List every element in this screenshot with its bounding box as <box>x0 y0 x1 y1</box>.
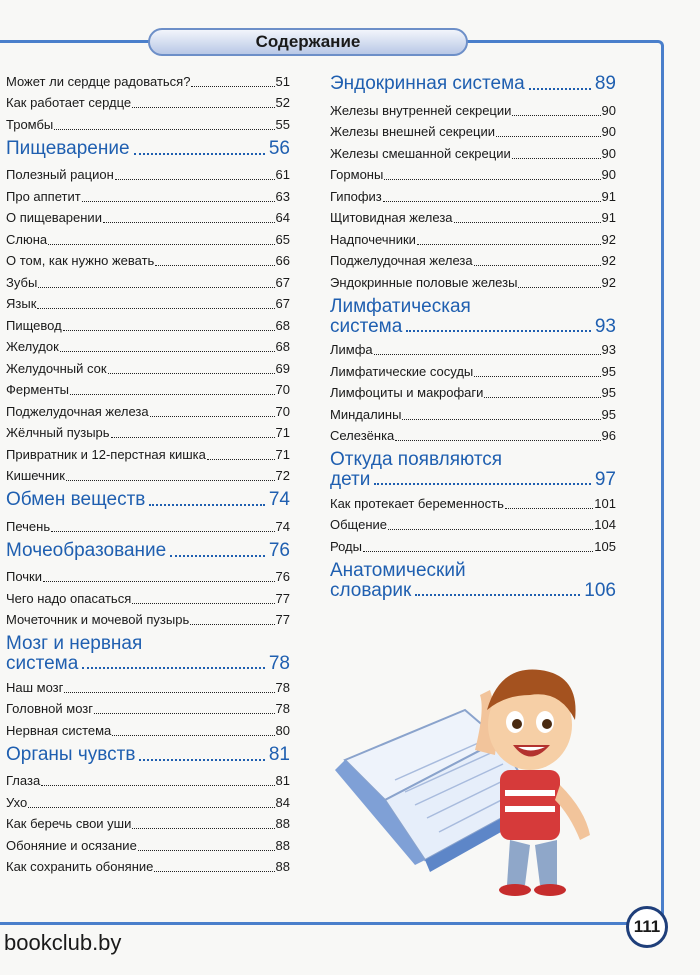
dot-leader <box>115 179 275 180</box>
toc-entry-page: 80 <box>275 722 290 738</box>
toc-entry-label: Привратник и 12-перстная кишка <box>6 446 206 462</box>
toc-entry <box>6 441 290 463</box>
section-label-line1: Анатомический <box>330 559 466 581</box>
section-page: 81 <box>268 743 290 765</box>
section-label-line2-row <box>330 317 616 337</box>
dot-leader <box>112 735 274 736</box>
toc-entry-page: 74 <box>275 518 290 534</box>
toc-entry <box>6 717 290 739</box>
toc-entry-page: 68 <box>275 339 290 354</box>
toc-right-column <box>330 68 616 601</box>
section-page: 78 <box>268 653 290 674</box>
toc-entry-page: 95 <box>601 363 616 379</box>
dot-leader <box>63 330 275 331</box>
toc-entry-page: 72 <box>275 468 290 483</box>
section-label-line1: Мозг и нервная <box>6 633 143 654</box>
section-label-line2-row <box>6 654 290 674</box>
section-page: 97 <box>594 469 616 490</box>
toc-entry-page: 78 <box>275 679 290 695</box>
dot-leader <box>150 416 275 417</box>
toc-entry <box>330 380 616 402</box>
dot-leader <box>132 107 274 108</box>
toc-entry-page: 64 <box>275 210 290 225</box>
toc-entry <box>330 358 616 380</box>
dot-leader <box>415 594 580 596</box>
toc-entry-label: Как протекает беременность <box>330 495 504 511</box>
dot-leader <box>374 354 601 355</box>
toc-entry <box>330 97 616 119</box>
toc-entry-label: Как сохранить обоняние <box>6 859 154 874</box>
toc-entry-label: Жёлчный пузырь <box>6 425 110 440</box>
toc-entry-label: Может ли сердце радоваться? <box>6 73 191 89</box>
toc-entry-label: Глаза <box>6 773 41 788</box>
dot-leader <box>154 871 274 872</box>
toc-entry <box>6 832 290 854</box>
toc-section-heading <box>6 138 290 160</box>
dot-leader <box>512 158 601 159</box>
dot-leader <box>406 330 591 332</box>
toc-section-heading <box>330 561 616 601</box>
dot-leader <box>155 265 274 266</box>
toc-entry <box>6 463 290 485</box>
dot-leader <box>43 581 275 582</box>
toc-entry-label: Желудок <box>6 339 59 354</box>
toc-entry-page: 61 <box>275 167 290 182</box>
toc-entry-label: Как работает сердце <box>6 95 132 110</box>
toc-entry-page: 77 <box>275 590 290 606</box>
toc-entry <box>6 811 290 833</box>
toc-entry-page: 71 <box>275 425 290 440</box>
dot-leader <box>54 129 274 130</box>
toc-entry-label: Эндокринные половые железы <box>330 274 518 290</box>
dot-leader <box>138 850 275 851</box>
toc-entry-page: 90 <box>601 167 616 182</box>
toc-entry-page: 88 <box>275 837 290 853</box>
toc-entry <box>6 269 290 291</box>
dot-leader <box>132 828 274 829</box>
toc-entry-label: Гипофиз <box>330 188 382 204</box>
dot-leader <box>37 308 274 309</box>
toc-entry-label: Полезный рацион <box>6 167 114 182</box>
toc-entry-page: 88 <box>275 816 290 831</box>
toc-entry-page: 92 <box>601 274 616 290</box>
toc-entry-page: 51 <box>275 73 290 89</box>
toc-entry <box>6 398 290 420</box>
toc-entry-page: 84 <box>275 794 290 810</box>
toc-entry-page: 69 <box>275 360 290 376</box>
toc-entry <box>330 140 616 162</box>
toc-left-column <box>6 68 290 875</box>
section-label: Мочеобразование <box>6 539 167 561</box>
toc-entry-label: Гормоны <box>330 167 384 182</box>
toc-entry-label: Роды <box>330 538 362 554</box>
toc-entry <box>330 512 616 534</box>
toc-entry-page: 66 <box>275 253 290 268</box>
toc-entry <box>6 90 290 112</box>
dot-leader <box>60 351 275 352</box>
toc-entry-label: Железы внешней секреции <box>330 124 495 139</box>
toc-entry <box>6 768 290 790</box>
dot-leader <box>64 692 274 693</box>
section-label-line2: система <box>330 315 403 337</box>
toc-entry-page: 101 <box>594 495 616 511</box>
toc-entry-page: 78 <box>275 701 290 716</box>
dot-leader <box>454 222 601 223</box>
toc-entry <box>6 377 290 399</box>
dot-leader <box>417 244 601 245</box>
toc-entry-page: 88 <box>275 859 290 874</box>
section-label-line1: Лимфатическая <box>330 295 471 317</box>
toc-entry-label: Лимфатические сосуды <box>330 363 474 379</box>
dot-leader <box>41 785 274 786</box>
dot-leader <box>518 287 600 288</box>
toc-entry-page: 81 <box>275 773 290 788</box>
toc-entry <box>6 291 290 313</box>
toc-entry-page: 104 <box>594 517 616 532</box>
toc-entry <box>6 585 290 607</box>
dot-leader <box>38 287 274 288</box>
section-label-line2: дети <box>330 469 371 490</box>
toc-entry-page: 92 <box>601 253 616 268</box>
toc-entry-page: 67 <box>275 274 290 290</box>
toc-entry-page: 70 <box>275 382 290 397</box>
toc-entry-label: Поджелудочная железа <box>330 253 473 268</box>
section-label-line2: словарик <box>330 579 412 601</box>
toc-entry-page: 96 <box>601 428 616 443</box>
section-page: 106 <box>584 579 616 601</box>
toc-section-heading <box>330 450 616 490</box>
toc-section-heading <box>6 744 290 766</box>
toc-entry-label: Общение <box>330 517 388 532</box>
dot-leader <box>103 222 275 223</box>
toc-entry <box>330 226 616 248</box>
section-page: 76 <box>268 539 290 561</box>
toc-entry <box>6 674 290 696</box>
toc-entry-page: 77 <box>275 612 290 627</box>
dot-leader <box>51 531 274 532</box>
dot-leader <box>395 440 600 441</box>
toc-entry <box>6 312 290 334</box>
toc-entry <box>330 119 616 141</box>
toc-entry-page: 90 <box>601 102 616 118</box>
dot-leader <box>191 86 274 87</box>
toc-entry-page: 90 <box>601 124 616 139</box>
toc-section-heading <box>6 540 290 562</box>
toc-entry-page: 91 <box>601 188 616 204</box>
dot-leader <box>111 437 275 438</box>
toc-section-heading <box>330 73 616 95</box>
toc-entry-label: Щитовидная железа <box>330 210 453 225</box>
toc-entry-label: Нервная система <box>6 722 112 738</box>
boy-with-book-illustration <box>335 650 615 900</box>
toc-entry-label: Зубы <box>6 274 38 290</box>
toc-entry-page: 76 <box>275 569 290 584</box>
toc-entry-label: Надпочечники <box>330 231 416 247</box>
dot-leader <box>512 115 600 116</box>
toc-entry <box>330 248 616 270</box>
toc-entry <box>330 205 616 227</box>
dot-leader <box>94 713 275 714</box>
toc-entry-page: 65 <box>275 231 290 247</box>
page-title: Содержание <box>148 28 468 56</box>
toc-entry-label: Печень <box>6 518 51 534</box>
dot-leader <box>402 419 600 420</box>
toc-entry-label: Ухо <box>6 794 28 810</box>
toc-entry-label: Чего надо опасаться <box>6 590 132 606</box>
section-label: Органы чувств <box>6 743 136 765</box>
toc-entry-page: 71 <box>275 446 290 462</box>
dot-leader <box>505 508 593 509</box>
section-page: 74 <box>268 489 290 510</box>
toc-entry <box>6 854 290 876</box>
watermark: bookclub.by <box>4 930 122 955</box>
toc-entry-page: 91 <box>601 210 616 225</box>
section-label-line2-row <box>330 581 616 601</box>
toc-entry-label: Кишечник <box>6 468 65 483</box>
section-label-line1: Откуда появляются <box>330 449 503 470</box>
toc-entry <box>330 423 616 445</box>
toc-entry <box>6 513 290 535</box>
toc-entry-label: Наш мозг <box>6 679 64 695</box>
dot-leader <box>207 459 275 460</box>
toc-section-heading <box>6 489 290 511</box>
toc-entry <box>330 337 616 359</box>
dot-leader <box>70 394 275 395</box>
toc-entry-label: Как беречь свои уши <box>6 816 132 831</box>
toc-entry-label: Селезёнка <box>330 428 395 443</box>
dot-leader <box>363 551 593 552</box>
toc-entry-page: 70 <box>275 403 290 419</box>
toc-section-heading <box>6 634 290 674</box>
dot-leader <box>388 529 593 530</box>
section-page: 89 <box>594 73 616 94</box>
toc-entry-label: Лимфа <box>330 342 373 357</box>
toc-entry <box>330 490 616 512</box>
toc-entry-page: 93 <box>601 342 616 357</box>
dot-leader <box>139 759 264 761</box>
section-label: Пищеварение <box>6 137 130 159</box>
toc-entry-label: Почки <box>6 569 43 584</box>
toc-entry <box>6 334 290 356</box>
toc-entry-label: Желудочный сок <box>6 360 107 376</box>
dot-leader <box>474 376 600 377</box>
toc-section-heading <box>330 297 616 337</box>
dot-leader <box>82 201 275 202</box>
toc-entry-page: 52 <box>275 95 290 110</box>
toc-entry <box>330 269 616 291</box>
toc-entry <box>6 226 290 248</box>
toc-entry-page: 105 <box>594 538 616 554</box>
dot-leader <box>190 624 274 625</box>
toc-entry-label: Железы внутренней секреции <box>330 102 512 118</box>
toc-entry <box>6 68 290 90</box>
toc-entry-label: Миндалины <box>330 406 402 422</box>
toc-entry-label: Поджелудочная железа <box>6 403 149 419</box>
toc-entry-label: О пищеварении <box>6 210 102 225</box>
toc-entry <box>6 607 290 629</box>
toc-entry <box>6 564 290 586</box>
section-label: Эндокринная система <box>330 73 525 94</box>
toc-entry-page: 90 <box>601 145 616 161</box>
toc-entry <box>6 111 290 133</box>
dot-leader <box>108 373 275 374</box>
toc-entry-label: Железы смешанной секреции <box>330 145 511 161</box>
section-label: Обмен веществ <box>6 489 146 510</box>
dot-leader <box>384 179 600 180</box>
toc-entry <box>330 162 616 184</box>
toc-entry-label: Про аппетит <box>6 188 81 204</box>
section-label-line2: система <box>6 653 79 674</box>
toc-entry <box>6 162 290 184</box>
section-page: 93 <box>594 315 616 337</box>
toc-entry <box>6 205 290 227</box>
dot-leader <box>28 807 274 808</box>
toc-entry-label: Тромбы <box>6 116 54 132</box>
dot-leader <box>474 265 601 266</box>
toc-entry-page: 92 <box>601 231 616 247</box>
dot-leader <box>374 483 591 485</box>
toc-entry-page: 55 <box>275 116 290 132</box>
toc-entry-label: Лимфоциты и макрофаги <box>330 385 484 400</box>
toc-entry <box>6 183 290 205</box>
toc-entry <box>6 355 290 377</box>
toc-entry-label: Обоняние и осязание <box>6 837 137 853</box>
toc-entry-page: 63 <box>275 188 290 204</box>
dot-leader <box>496 136 601 137</box>
dot-leader <box>82 667 265 669</box>
toc-entry-page: 67 <box>275 296 290 311</box>
toc-entry <box>6 248 290 270</box>
toc-entry <box>6 789 290 811</box>
dot-leader <box>484 397 600 398</box>
section-page: 56 <box>268 137 290 159</box>
toc-entry-label: О том, как нужно жевать <box>6 253 155 268</box>
dot-leader <box>149 504 264 506</box>
toc-entry-page: 68 <box>275 317 290 333</box>
dot-leader <box>134 153 265 155</box>
toc-entry-label: Ферменты <box>6 382 69 397</box>
toc-entry-label: Головной мозг <box>6 701 93 716</box>
dot-leader <box>383 201 601 202</box>
toc-entry-label: Слюна <box>6 231 48 247</box>
dot-leader <box>66 480 275 481</box>
dot-leader <box>529 88 591 90</box>
toc-entry <box>6 420 290 442</box>
dot-leader <box>132 603 274 604</box>
toc-entry-label: Мочеточник и мочевой пузырь <box>6 612 190 627</box>
dot-leader <box>48 244 274 245</box>
section-label-line2-row <box>330 470 616 490</box>
toc-entry-label: Пищевод <box>6 317 62 333</box>
toc-entry-page: 95 <box>601 406 616 422</box>
toc-entry-page: 95 <box>601 385 616 400</box>
page-number: 111 <box>626 906 668 948</box>
dot-leader <box>170 555 265 557</box>
toc-entry <box>330 183 616 205</box>
toc-entry <box>330 401 616 423</box>
toc-entry <box>6 696 290 718</box>
toc-entry-label: Язык <box>6 296 37 311</box>
toc-entry <box>330 533 616 555</box>
